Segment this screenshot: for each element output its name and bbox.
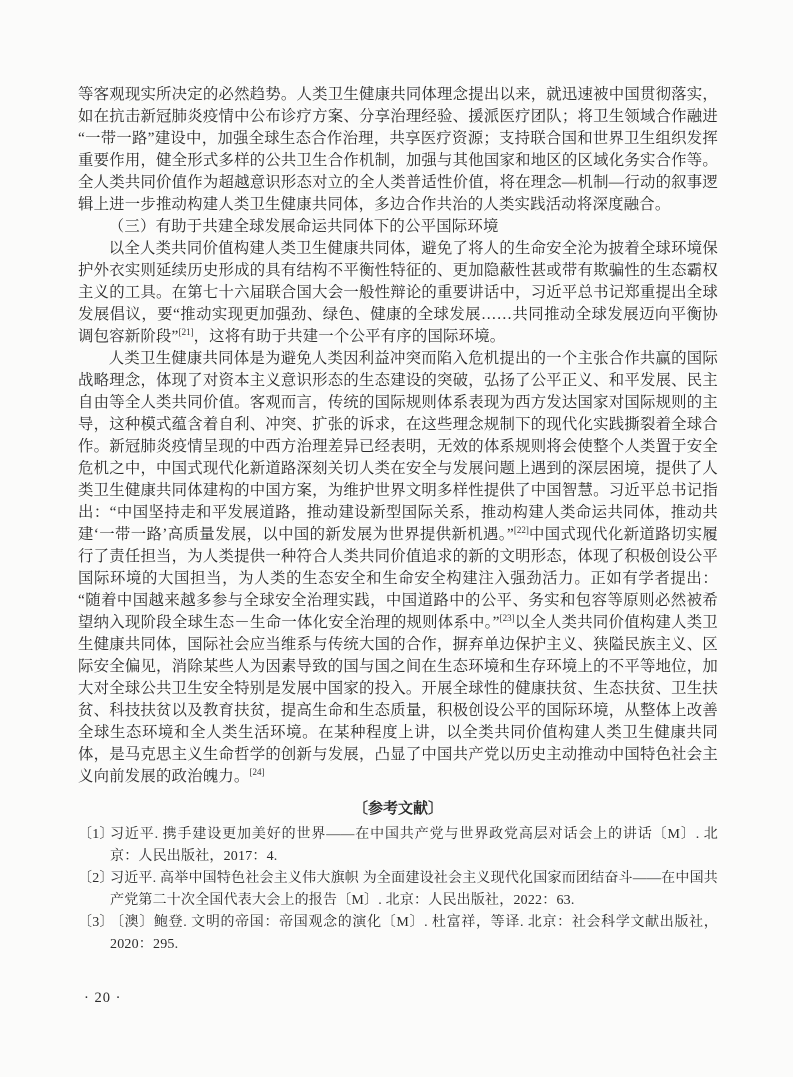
paragraph-continuation: 等客观现实所决定的必然趋势。人类卫生健康共同体理念提出以来，就迅速被中国贯彻落实，如在抗击新冠肺炎疫情中公布诊疗方案、分享治理经验、援派医疗团队；将卫生领域合作融进“一带一路”建设中，加强全球生态合作治理，共享医疗资源；支持联合国和世界卫生组织发挥重要作用，健全形式多样的公共卫生合作机制，加强与其他国家和地区的区域化务实合作等。全人类共同价值作为超越意识形态对立的全人类普适性价值，将在理念—机制—行动的叙事逻辑上进一步推动构建人类卫生健康共同体，多边合作共治的人类实践活动将深度融合。: [78, 86, 718, 213]
reference-item: [78, 868, 718, 912]
references-heading: 〔参考文献〕: [352, 801, 443, 817]
paragraph-2: 人类卫生健康共同体是为避免人类因利益冲突而陷入危机提出的一个主张合作共赢的国际战略理念，体现了对资本主义意识形态的生态建设的突破，弘扬了公平正义、和平发展、民主自由等全人类共同价值。客观而言，传统的国际规则体系表现为西方发达国家对国际规则的主导，这种模式蕴含着自利、冲突、扩张的诉求，在这些理念规制下的现代化实践撕裂着全球合作。新冠肺炎疫情呈现的中西方治理差异已经表明，无效的体系规则将会使整个人类置于安全危机之中，中国式现代化新道路深刻关切人类在安全与发展问题上遇到的深层困境，提供了人类卫生健康共同体建构的中国方案，为维护世界文明多样性提供了中国智慧。习近平总书记指出：“中国坚持走和平发展道路，推动建设新型国际关系，推动构建人类命运共同体，推动共建‘一带一路’高质量发展，以中国的新发展为世界提供新机遇。”[22]中国式现代化新道路切实履行了责任担当，为人类提供一种符合人类共同价值追求的新的文明形态，体现了积极创设公平国际环境的大国担当，为人类的生态安全和生命安全构建注入强劲活力。正如有学者提出：“随着中国越来越多参与全球安全治理实践，中国道路中的公平、务实和包容等原则必然被希望纳入现阶段全球生态－生命一体化安全治理的规则体系中。”[23]以全人类共同价值构建人类卫生健康共同体，国际社会应当维系与传统大国的合作，摒弃单边保护主义、狭隘民族主义、区际安全偏见，消除某些人为因素导致的国与国之间在生态环境和生存环境上的不平等地位，加大对全球公共卫生安全特别是发展中国家的投入。开展全球性的健康扶贫、生态扶贫、卫生扶贫、科技扶贫以及教育扶贫，提高生命和生态质量，积极创设公平的国际环境，从整体上改善全球生态环境和全人类生活环境。在某种程度上讲，以全类共同价值构建人类卫生健康共同体，是马克思主义生命哲学的创新与发展，凸显了中国共产党以历史主动推动中国特色社会主义向前发展的政治魄力。[24]: [78, 350, 718, 785]
reference-label: 〔2〕: [78, 871, 114, 886]
reference-item: [78, 824, 718, 868]
article-body: [78, 84, 718, 788]
citation-marker: [24]: [249, 766, 265, 777]
reference-label: 〔1〕: [78, 827, 114, 842]
references-section: [78, 798, 718, 956]
reference-label: 〔3〕: [78, 915, 114, 930]
page-content: [78, 84, 718, 956]
citation-marker: [21]: [178, 326, 194, 337]
reference-text: 习近平. 高举中国特色社会主义伟大旗帜 为全面建设社会主义现代化国家而团结奋斗——在中国共产党第二十次全国代表大会上的报告〔M〕. 北京：人民出版社，2022：63.: [110, 871, 718, 908]
paragraph-1: 以全人类共同价值构建人类卫生健康共同体，避免了将人的生命安全沦为披着全球环境保护外衣实则延续历史形成的具有结构不平衡性特征的、更加隐蔽性甚或带有欺骗性的生态霸权主义的工具。在第七十六届联合国大会一般性辩论的重要讲话中，习近平总书记郑重提出全球发展倡议，要“推动实现更加强劲、绿色、健康的全球发展……共同推动全球发展迈向平衡协调包容新阶段”[21]，这将有助于共建一个公平有序的国际环境。: [78, 240, 718, 345]
citation-marker: [22]: [513, 524, 529, 535]
reference-text: 〔澳〕鲍登. 文明的帝国：帝国观念的演化〔M〕. 杜富祥，等译. 北京：社会科学文献出版社，2020：295.: [110, 915, 718, 952]
citation-marker: [23]: [499, 612, 515, 623]
section-heading: （三）有助于共建全球发展命运共同体下的公平国际环境: [108, 218, 499, 235]
reference-item: [78, 912, 718, 956]
reference-text: 习近平. 携手建设更加美好的世界——在中国共产党与世界政党高层对话会上的讲话〔M〕. 北京：人民出版社，2017：4.: [110, 827, 718, 864]
page-number: · 20 ·: [84, 990, 122, 1006]
